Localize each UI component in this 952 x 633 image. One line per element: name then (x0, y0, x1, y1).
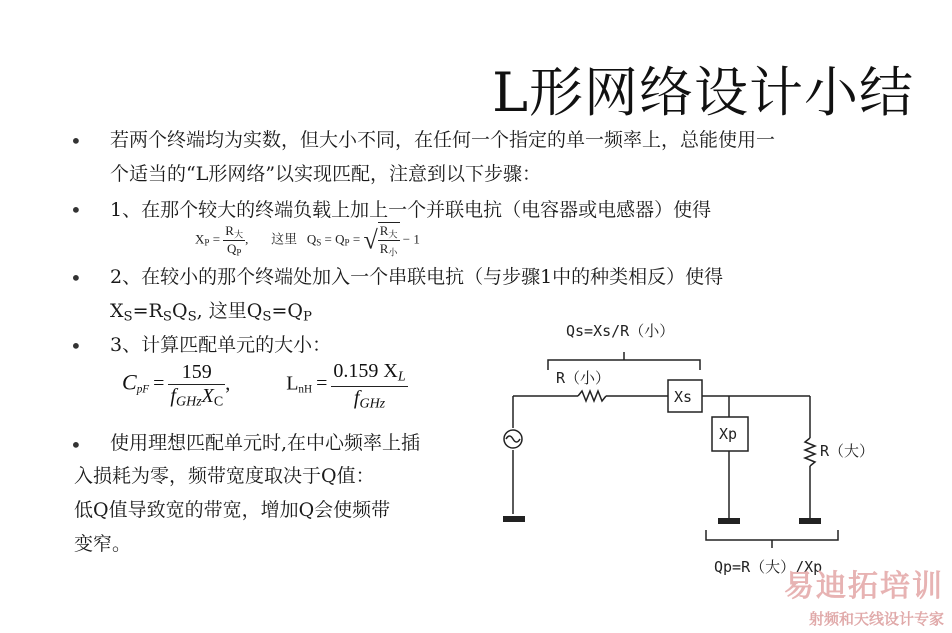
bullet-1-line-1: 若两个终端均为实数，但大小不同，在任何一个指定的单一频率上，总能使用一 (110, 129, 776, 151)
formula-components: $C_{pF}$ = $\frac{159}{f_{GHz}X_C}$ , $L_{nH}$ = $\frac{0.159 X_L}{f_{GHz}}$ (122, 360, 406, 411)
bullet-5-line-4: 变窄。 (74, 533, 132, 555)
bullet-1-line-2: 个适当的“L形网络”以实现匹配，注意到以下步骤： (110, 163, 542, 185)
r-small-label: R（小） (556, 369, 611, 387)
bullet-5-line-2: 入损耗为零，频带宽度取决于Q值： (74, 465, 375, 487)
xs-label: Xs (674, 388, 693, 406)
ground-icon (799, 518, 821, 524)
xp-label: Xp (719, 425, 738, 443)
watermark-tagline: 射频和天线设计专家 (808, 610, 944, 628)
ac-wave (506, 436, 520, 442)
bullet-4-text: 3、计算匹配单元的大小： (110, 334, 332, 356)
bullet-5-line-1: 使用理想匹配单元时,在中心频率上插 (110, 432, 421, 454)
watermark-logo: 易迪拓培训 (784, 569, 944, 604)
bullet-2-text: 1、在那个较大的终端负载上加上一个并联电抗（电容器或电感器）使得 (110, 199, 712, 221)
formula-xp: $X_P$ = $\frac{R_大}{Q_P}$ , 这里 $Q_S = Q_P$ = √ $\frac{R_大}{R_小}$ − 1 (195, 223, 420, 258)
qs-label: Qs=Xs/R（小） (566, 322, 675, 340)
qp-brace (706, 530, 838, 548)
qs-brace (548, 352, 700, 370)
bullet-marker: • (70, 334, 82, 358)
r-large-label: R（大） (820, 442, 875, 460)
qp-label: Qp=R（大）/Xp (714, 558, 823, 576)
bullet-marker: • (70, 433, 82, 457)
resistor-large-icon (805, 438, 815, 466)
bullet-marker: • (70, 198, 82, 222)
bullet-marker: • (70, 129, 82, 153)
resistor-small-icon (578, 391, 606, 401)
bullet-3-text: 2、在较小的那个终端处加入一个串联电抗（与步骤1中的种类相反）使得 (110, 266, 724, 288)
bullet-5-line-3: 低Q值导致宽的带宽，增加Q会使频带 (74, 499, 391, 521)
bullet-marker: • (70, 266, 82, 290)
ground-icon (503, 516, 525, 522)
formula-xs: $X_S=R_SQ_S$, 这里$Q_S=Q_P$ (110, 300, 312, 325)
page-title: L形网络设计小结 (492, 61, 914, 124)
ground-icon (718, 518, 740, 524)
